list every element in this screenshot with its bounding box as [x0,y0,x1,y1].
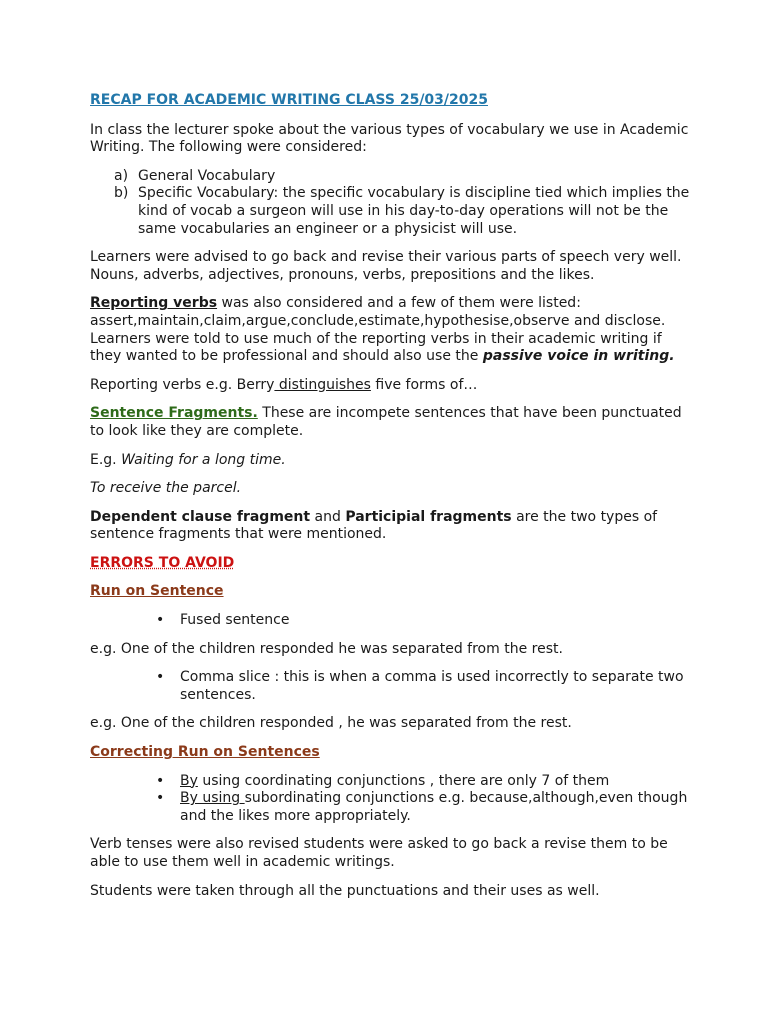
reporting-verbs-heading: Reporting verbs [90,295,218,312]
example-text: Reporting verbs e.g. Berry [90,376,275,393]
learners-paragraph: Learners were advised to go back and revise their various parts of speech very well. Nouns, adverbs, adjectives, pronouns, verbs, prepositions and the likes. [90,249,682,283]
list-item-text: General Vocabulary [138,167,276,184]
conjunction-text: and [310,508,346,525]
correcting-heading: Correcting Run on Sentences [90,744,320,761]
term-dependent-clause: Dependent clause fragment [90,508,311,525]
term-participial: Participial fragments [345,508,512,525]
sentence-fragments-paragraph [90,405,690,440]
underlined-term: By using [180,790,245,807]
list-item [180,773,690,791]
run-on-list-1 [90,612,690,630]
errors-heading: ERRORS TO AVOID [90,554,235,571]
reporting-example [90,377,690,395]
underlined-term: distinguishes [274,376,371,393]
verb-tenses-paragraph: Verb tenses were also revised students were asked to go back a revise them to be able to use them well in academic writings. [90,836,668,870]
reporting-verbs-paragraph [90,295,690,365]
list-item [114,167,690,186]
document-title: RECAP FOR ACADEMIC WRITING CLASS 25/03/2025 [90,92,488,108]
list-marker: a) [114,167,129,184]
vocabulary-list [90,168,690,238]
fragment-example-1 [90,452,690,470]
document-body [90,92,690,911]
list-item [114,185,690,238]
passive-voice-emphasis: passive voice in writing. [482,348,675,365]
list-item-text: using coordinating conjunctions , there are only 7 of them [197,772,610,789]
list-marker: b) [114,185,129,202]
list-item-text: subordinating conjunctions e.g. because,although,even though and the likes more appropriately. [180,790,688,824]
intro-paragraph: In class the lecturer spoke about the various types of vocabulary we use in Academic Writing. The following were considered: [90,121,689,156]
example-prefix: E.g. [90,451,122,468]
fragment-types-text: are the two types of sentence fragments that were mentioned. [90,508,658,543]
sentence-fragments-heading: Sentence Fragments. [90,405,258,422]
example-text: five forms of… [370,376,478,393]
punctuation-paragraph: Students were taken through all the punctuations and their uses as well. [90,882,600,899]
example-text: Waiting for a long time. [121,451,286,468]
underlined-term: By [180,772,198,789]
list-item: • Fused sentence [180,612,690,630]
fragment-types-paragraph [90,509,690,544]
run-on-example-2: e.g. One of the children responded , he was separated from the rest. [90,715,572,732]
run-on-heading: Run on Sentence [90,583,224,600]
list-item: • Comma slice : this is when a comma is used incorrectly to separate two sentences. [180,669,690,704]
run-on-example-1: e.g. One of the children responded he was separated from the rest. [90,640,563,657]
correcting-list [90,773,690,826]
fragment-example-2: To receive the parcel. [90,480,242,497]
list-item [180,790,690,825]
list-item-text: Specific Vocabulary: the specific vocabulary is discipline tied which implies the kind of vocab a surgeon will use in his day-to-day operations will not be the same vocabularies an engineer or a physicist will use. [138,185,690,237]
reporting-verbs-text: was also considered and a few of them were listed: assert,maintain,claim,argue,conclude,estimate,hypothesise,observe and disclose. Learners were told to use much of the reporting verbs in their academic writing if they wanted to be professional and should also use the [90,295,666,365]
sentence-fragments-text: These are incompete sentences that have been punctuated to look like they are complete. [90,405,682,439]
run-on-list-2 [90,669,690,704]
